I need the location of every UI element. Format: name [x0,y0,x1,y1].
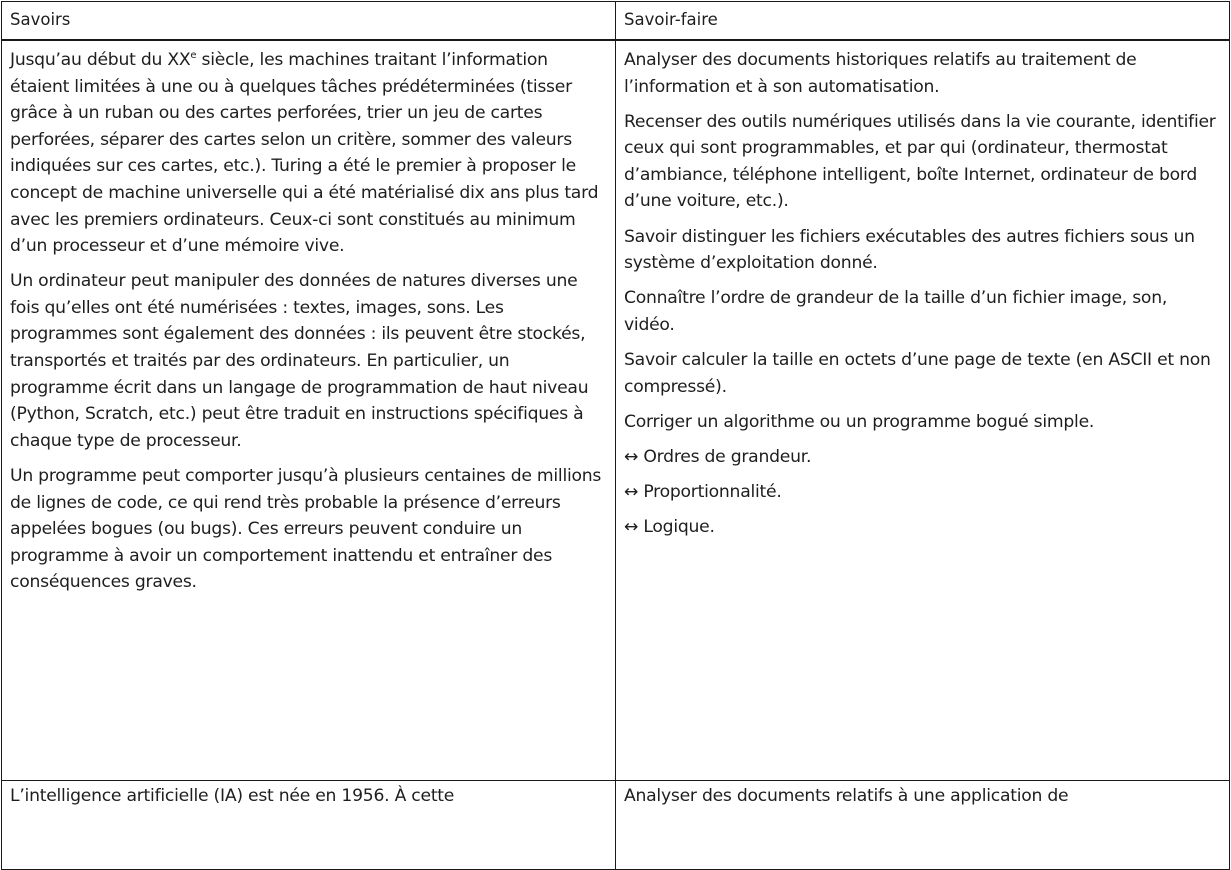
savoirs-text: siècle, les machines traitant l’information étaient limitées à une ou à quelques tâches prédéterminées (tisser grâce à un ruban ou des cartes perforées, trier un jeu de cartes perforées, séparer des cartes selon un critère, sommer des valeurs indiquées sur ces cartes, etc.). Turing a été le premier à proposer le concept de machine universelle qui a été matérialisé dix ans plus tard avec les premiers ordinateurs. Ceux-ci sont constitués au minimum d’un processeur et d’une mémoire vive. [10,50,599,257]
savoirs-paragraph: Un programme peut comporter jusqu’à plusieurs centaines de millions de lignes de code, ce qui rend très probable la présence d’erreurs appelées bogues (ou bugs). Ces erreurs peuvent conduire un programme à avoir un comportement inattendu et entraîner des conséquences graves. [10,465,602,593]
table-header-row [2,2,1230,41]
savoir-faire-item: Savoir distinguer les fichiers exécutables des autres fichiers sous un système d’exploitation donné. [624,226,1195,274]
savoir-faire-item: Savoir calculer la taille en octets d’une page de texte (en ASCII et non compressé). [624,349,1211,397]
savoirs-paragraph: L’intelligence artificielle (IA) est née en 1956. À cette [10,786,455,806]
savoirs-cell [2,781,616,870]
table-row [2,781,1230,870]
savoir-faire-item: Corriger un algorithme ou un programme bogué simple. [624,411,1095,432]
cross-link-item: ↔ Ordres de grandeur. [624,446,812,467]
savoir-faire-item: Recenser des outils numériques utilisés dans la vie courante, identifier ceux qui sont programmables, et par qui (ordinateur, thermostat d’ambiance, téléphone intelligent, boîte Internet, ordinateur de bord d’une voiture, etc.). [624,111,1216,212]
header-savoirs: Savoirs [2,2,616,41]
savoir-faire-item: Analyser des documents relatifs à une application de [624,786,1069,806]
curriculum-table [1,1,1230,870]
savoir-faire-cell [616,781,1230,870]
header-savoir-faire: Savoir-faire [616,2,1230,41]
table-row [2,40,1230,781]
savoir-faire-item: Connaître l’ordre de grandeur de la taille d’un fichier image, son, vidéo. [624,288,1168,335]
savoirs-cell [2,40,616,781]
cross-link-item: ↔ Logique. [624,516,715,537]
savoirs-paragraph: Un ordinateur peut manipuler des données de natures diverses une fois qu’elles ont été numérisées : textes, images, sons. Les programmes sont également des données : ils peuvent être stockés, transportés et traités par des ordinateurs. En particulier, un programme écrit dans un langage de programmation de haut niveau (Python, Scratch, etc.) peut être traduit en instructions spécifiques à chaque type de processeur. [10,271,589,451]
cross-link-item: ↔ Proportionnalité. [624,481,782,502]
savoirs-text: Jusqu’au début du XX [10,50,191,70]
savoirs-paragraph [10,47,605,260]
savoir-faire-item: Analyser des documents historiques relatifs au traitement de l’information et à son automatisation. [624,50,1137,97]
century-superscript: e [190,50,197,61]
savoir-faire-cell [616,40,1230,781]
